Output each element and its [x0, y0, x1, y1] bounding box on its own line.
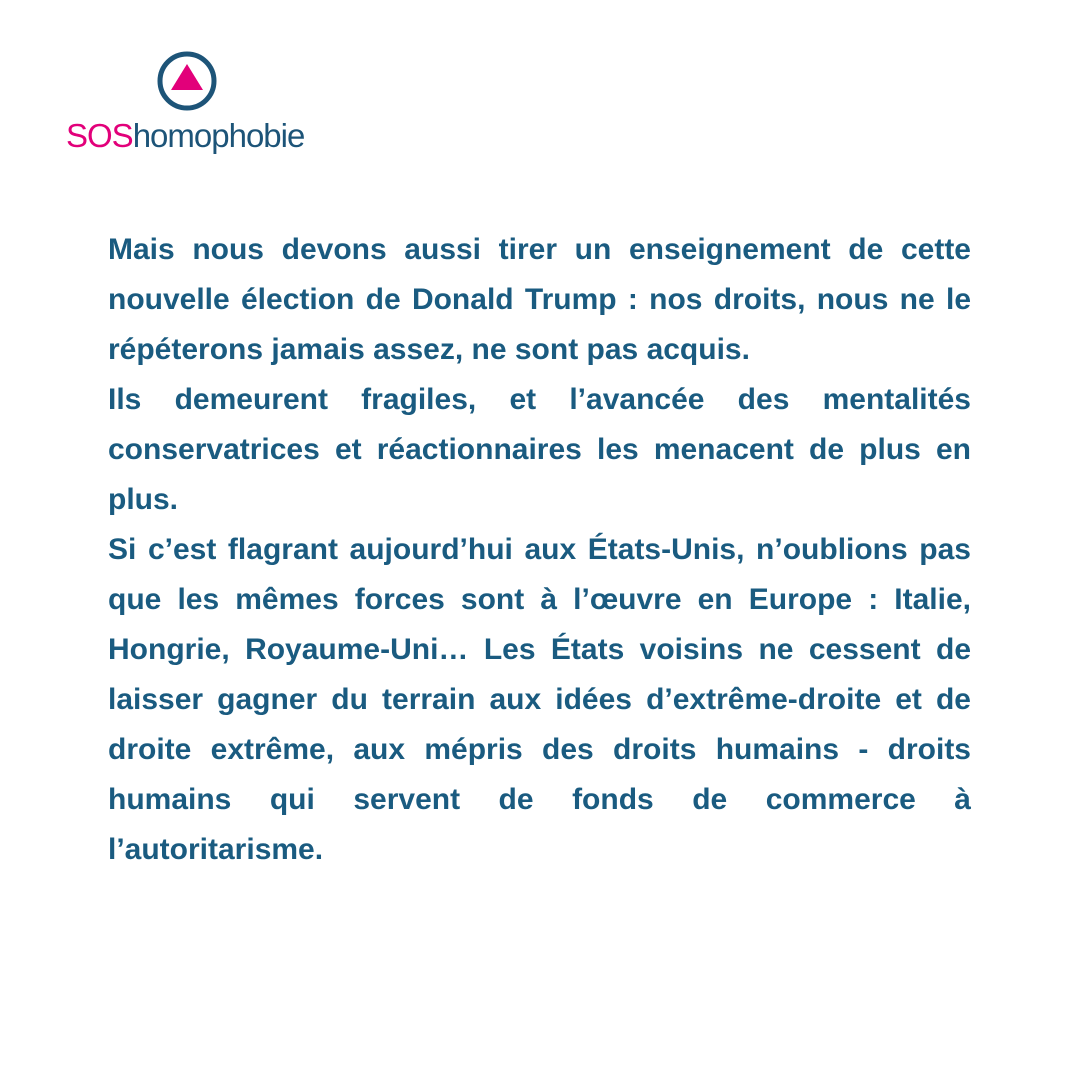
paragraph-1: Mais nous devons aussi tirer un enseignement de cette nouvelle élection de Donald Trump : nos droits, nous ne le répéterons jamais assez, ne sont pas acquis. [108, 233, 971, 366]
brand-wordmark [66, 116, 304, 156]
triangle-in-circle-icon [156, 50, 218, 112]
brand-logo [66, 50, 316, 160]
paragraph-2: Ils demeurent fragiles, et l’avancée des mentalités conservatrices et réactionnaires les menacent de plus en plus. [108, 383, 971, 516]
statement-text [108, 225, 971, 875]
paragraph-3: Si c’est flagrant aujourd’hui aux États-Unis, n’oublions pas que les mêmes forces sont à l’œuvre en Europe : Italie, Hongrie, Royaume-Uni… Les États voisins ne cessent de laisser gagner du terrain aux idées d’extrême-droite et de droite extrême, aux mépris des droits humains - droits humains qui servent de fonds de commerce à l’autoritarisme. [108, 533, 971, 866]
brand-prefix: SOS [66, 117, 133, 154]
brand-suffix: homophobie [132, 117, 305, 154]
